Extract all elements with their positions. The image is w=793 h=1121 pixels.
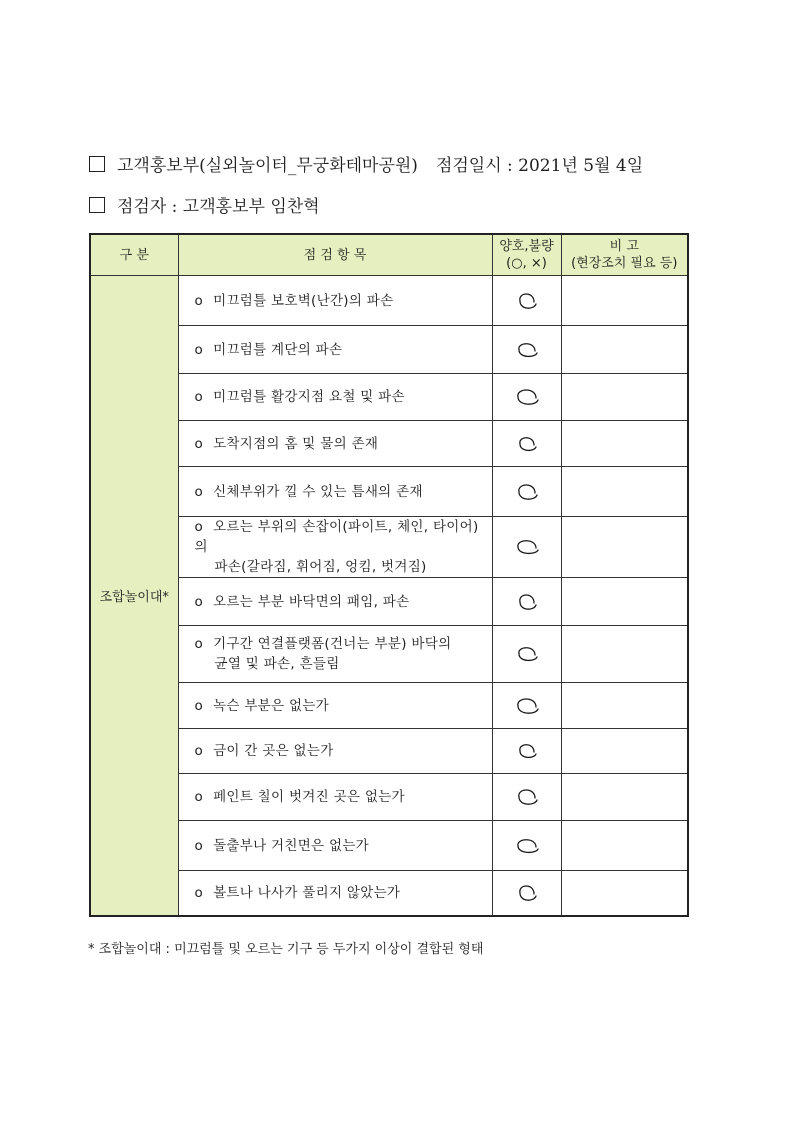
inspection-item-text: 오르는 부분 바닥면의 패임, 파손 xyxy=(213,593,410,610)
inspection-item-text: 미끄럼틀 활강지점 요철 및 파손 xyxy=(213,389,405,405)
inspection-item xyxy=(178,374,492,421)
handwritten-circle-mark xyxy=(514,384,540,410)
result-cell[interactable] xyxy=(492,683,561,729)
table-header-row xyxy=(90,234,688,276)
handwritten-circle-mark xyxy=(514,784,540,810)
remarks-cell[interactable] xyxy=(561,821,688,871)
result-cell[interactable] xyxy=(492,821,561,871)
handwritten-circle-mark xyxy=(514,880,540,906)
inspection-date: 점검일시 : 2021년 5월 4일 xyxy=(435,156,644,176)
inspection-item-text: 오르는 부위의 손잡이(파이트, 체인, 타이어)의 xyxy=(194,519,479,555)
handwritten-circle-mark xyxy=(514,589,540,615)
inspection-item-text: 도착지점의 홈 및 물의 존재 xyxy=(213,435,379,452)
table-row xyxy=(90,626,688,683)
inspector-name: 점검자 : 고객홍보부 임찬혁 xyxy=(117,197,320,217)
inspection-item xyxy=(178,774,492,821)
inspection-item xyxy=(178,821,492,871)
bullet-marker: o xyxy=(194,389,204,405)
inspection-item-line xyxy=(195,787,486,807)
inspection-item-text: 미끄럼틀 계단의 파손 xyxy=(213,341,343,358)
inspection-table xyxy=(89,233,689,917)
handwritten-circle-mark xyxy=(514,738,540,764)
header-result-line2: (○, ×) xyxy=(506,256,547,271)
inspection-item-line xyxy=(195,340,486,360)
inspection-item-line xyxy=(195,634,486,654)
inspection-item-line xyxy=(195,291,486,311)
result-cell[interactable] xyxy=(492,729,561,774)
result-cell[interactable] xyxy=(492,326,561,374)
inspection-item xyxy=(178,626,492,683)
inspection-item-text: 돌출부나 거친면은 없는가 xyxy=(213,837,369,854)
header-result xyxy=(492,234,561,276)
bullet-marker: o xyxy=(194,341,204,358)
result-cell[interactable] xyxy=(492,467,561,517)
bullet-marker: o xyxy=(194,636,204,652)
inspection-item-text: 페인트 칠이 벗겨진 곳은 없는가 xyxy=(213,789,405,805)
result-cell[interactable] xyxy=(492,374,561,421)
inspection-item-line xyxy=(195,434,486,454)
inspection-item-line xyxy=(195,741,486,761)
result-cell[interactable] xyxy=(492,626,561,683)
inspection-item xyxy=(178,326,492,374)
bullet-marker: o xyxy=(194,789,204,805)
table-row xyxy=(90,774,688,821)
inspection-item-text-continued: 균열 및 파손, 흔들림 xyxy=(214,656,340,672)
inspection-item-text: 금이 간 곳은 없는가 xyxy=(213,743,334,759)
inspection-item-line xyxy=(195,482,486,502)
header-remarks xyxy=(561,234,688,276)
bullet-marker: o xyxy=(194,483,204,500)
header-item: 점 검 항 목 xyxy=(178,234,492,276)
handwritten-circle-mark xyxy=(514,431,540,457)
inspection-item xyxy=(178,871,492,916)
result-cell[interactable] xyxy=(492,578,561,626)
inspection-item-line xyxy=(195,883,486,903)
checkbox-department[interactable] xyxy=(89,156,105,172)
category-cell: 조합놀이대* xyxy=(90,276,178,916)
table-row xyxy=(90,871,688,916)
remarks-cell[interactable] xyxy=(561,467,688,517)
bullet-marker: o xyxy=(194,292,204,309)
remarks-cell[interactable] xyxy=(561,421,688,467)
inspection-item xyxy=(178,683,492,729)
handwritten-circle-mark xyxy=(514,337,540,363)
bullet-marker: o xyxy=(194,884,204,901)
result-cell[interactable] xyxy=(492,421,561,467)
inspection-item xyxy=(178,578,492,626)
checkbox-inspector[interactable] xyxy=(89,197,105,213)
header-category: 구 분 xyxy=(90,234,178,276)
remarks-cell[interactable] xyxy=(561,683,688,729)
handwritten-circle-mark xyxy=(514,641,540,667)
table-row xyxy=(90,683,688,729)
table-row xyxy=(90,517,688,578)
bullet-marker: o xyxy=(194,593,204,610)
header-remarks-line1: 비 고 xyxy=(609,239,639,254)
inspection-item-text: 신체부위가 낄 수 있는 틈새의 존재 xyxy=(213,483,423,500)
bullet-marker: o xyxy=(194,837,204,854)
result-cell[interactable] xyxy=(492,774,561,821)
table-row xyxy=(90,421,688,467)
header-result-line1: 양호,불량 xyxy=(499,239,554,254)
remarks-cell[interactable] xyxy=(561,326,688,374)
handwritten-circle-mark xyxy=(514,288,540,314)
handwritten-circle-mark xyxy=(514,693,540,719)
inspection-item-line xyxy=(195,387,486,407)
header-line-department xyxy=(89,151,643,176)
remarks-cell[interactable] xyxy=(561,374,688,421)
inspection-item-text: 기구간 연결플랫폼(건너는 부분) 바닥의 xyxy=(213,636,452,652)
table-row xyxy=(90,276,688,326)
inspection-item xyxy=(178,276,492,326)
table-row xyxy=(90,821,688,871)
bullet-marker: o xyxy=(194,519,204,535)
handwritten-circle-mark xyxy=(514,479,540,505)
table-row xyxy=(90,578,688,626)
inspection-item xyxy=(178,421,492,467)
inspection-item-text: 볼트나 나사가 풀리지 않았는가 xyxy=(213,884,401,901)
table-row xyxy=(90,729,688,774)
inspection-item-text-continued: 파손(갈라짐, 휘어짐, 엉킴, 벗겨짐) xyxy=(214,559,427,575)
table-row xyxy=(90,326,688,374)
inspection-item xyxy=(178,729,492,774)
inspection-item xyxy=(178,467,492,517)
bullet-marker: o xyxy=(194,697,204,714)
table-row xyxy=(90,374,688,421)
handwritten-circle-mark xyxy=(514,534,540,560)
inspection-item-line xyxy=(195,517,486,557)
remarks-cell[interactable] xyxy=(561,871,688,916)
remarks-cell[interactable] xyxy=(561,578,688,626)
header-remarks-line2: (현장조치 필요 등) xyxy=(571,256,678,271)
handwritten-circle-mark xyxy=(514,833,540,859)
inspection-item-line xyxy=(195,592,486,612)
inspection-item-text: 녹슨 부분은 없는가 xyxy=(213,697,329,714)
table-row xyxy=(90,467,688,517)
result-cell[interactable] xyxy=(492,276,561,326)
remarks-cell[interactable] xyxy=(561,774,688,821)
header-line-inspector xyxy=(89,192,320,217)
bullet-marker: o xyxy=(194,435,204,452)
department-name: 고객홍보부(실외놀이터_무궁화테마공원) xyxy=(117,156,418,176)
inspection-item-text: 미끄럼틀 보호벽(난간)의 파손 xyxy=(213,292,394,309)
remarks-cell[interactable] xyxy=(561,729,688,774)
result-cell[interactable] xyxy=(492,871,561,916)
result-cell[interactable] xyxy=(492,517,561,578)
footnote: * 조합놀이대 : 미끄럼틀 및 오르는 기구 등 두가지 이상이 결합된 형태 xyxy=(88,942,484,957)
inspection-item xyxy=(178,517,492,578)
inspection-item-line xyxy=(195,836,486,856)
remarks-cell[interactable] xyxy=(561,517,688,578)
inspection-item-line xyxy=(195,696,486,716)
remarks-cell[interactable] xyxy=(561,276,688,326)
remarks-cell[interactable] xyxy=(561,626,688,683)
bullet-marker: o xyxy=(194,743,204,759)
